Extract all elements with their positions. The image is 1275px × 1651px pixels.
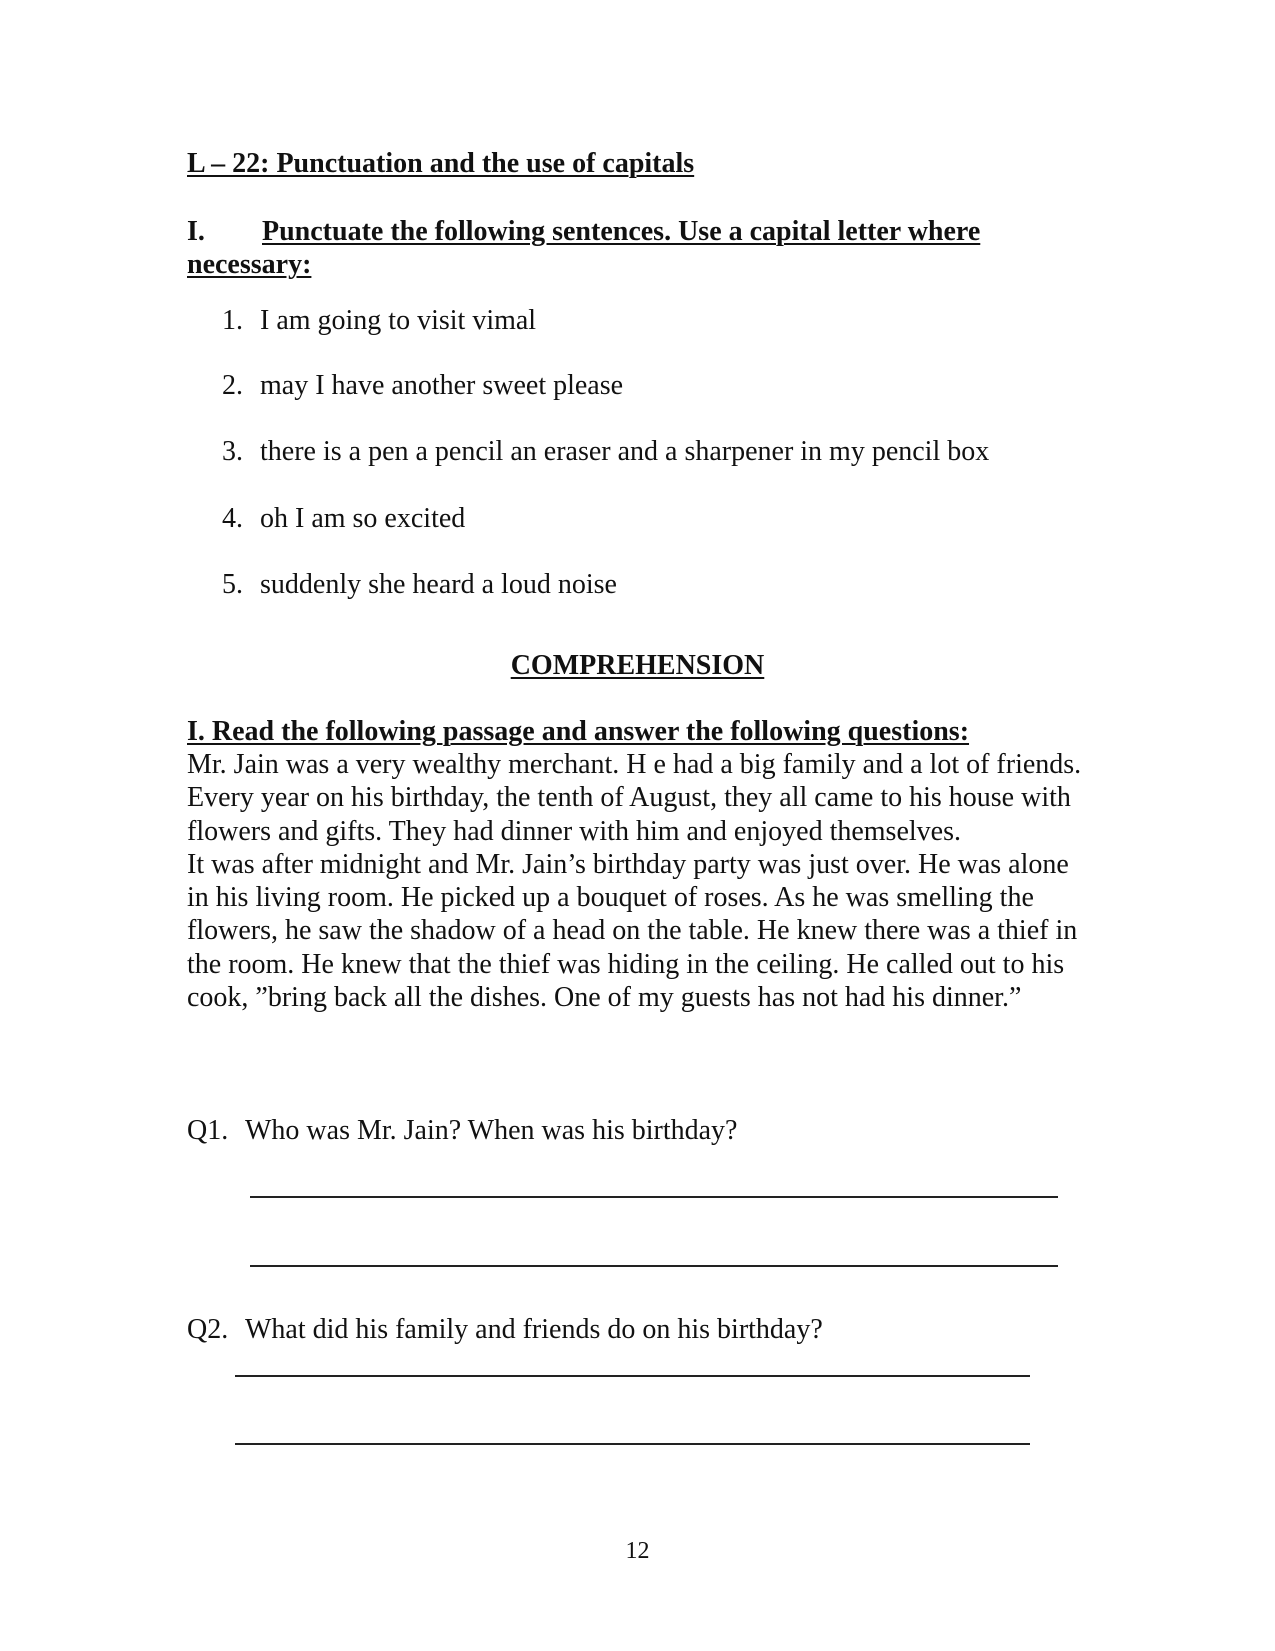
question-text: Who was Mr. Jain? When was his birthday? [245, 1115, 738, 1146]
question-2 [187, 1314, 823, 1346]
question-number: Q2. [187, 1314, 229, 1345]
item-text: I am going to visit vimal [260, 305, 537, 336]
list-item [222, 436, 989, 468]
question-1 [187, 1115, 738, 1147]
passage-paragraph-1: Mr. Jain was a very wealthy merchant. H e had a big family and a lot of friends. Every year on his birthday, the tenth of August, they all came to his house with flowers and gifts. They had dinner with him and enjoyed themselves. [187, 749, 1082, 847]
item-number: 2. [222, 370, 243, 401]
page-number: 12 [625, 1538, 650, 1564]
answer-line[interactable] [235, 1443, 1030, 1445]
item-number: 1. [222, 305, 243, 336]
item-text: there is a pen a pencil an eraser and a sharpener in my pencil box [260, 436, 990, 467]
comprehension-title-text: COMPREHENSION [510, 650, 765, 681]
section-instruction: Punctuate the following sentences. Use a capital letter where necessary: [187, 216, 981, 280]
answer-line[interactable] [250, 1265, 1058, 1267]
list-item [222, 370, 623, 402]
passage-paragraph-2: It was after midnight and Mr. Jain’s birthday party was just over. He was alone in his living room. He picked up a bouquet of roses. As he was smelling the flowers, he saw the shadow of a head on the table. He knew there was a thief in the room. He knew that the thief was hiding in the ceiling. He called out to his cook, ”bring back all the dishes. One of my guests has not had his dinner.” [187, 848, 1078, 1014]
passage-heading: I. Read the following passage and answer the following questions: [187, 716, 970, 747]
item-number: 3. [222, 436, 243, 467]
item-text: oh I am so excited [260, 503, 466, 534]
lesson-title: L – 22: Punctuation and the use of capitals [187, 148, 695, 179]
answer-line[interactable] [250, 1196, 1058, 1198]
question-number: Q1. [187, 1115, 229, 1146]
item-text: suddenly she heard a loud noise [260, 569, 617, 600]
item-number: 5. [222, 569, 243, 600]
section-number: I. [187, 216, 205, 247]
item-number: 4. [222, 503, 243, 534]
section-heading-punctuate [187, 215, 1067, 281]
list-item [222, 503, 465, 535]
answer-line[interactable] [235, 1375, 1030, 1377]
list-item [222, 305, 536, 337]
reading-passage [187, 748, 1087, 1014]
item-text: may I have another sweet please [260, 370, 624, 401]
comprehension-title [0, 650, 1275, 682]
question-text: What did his family and friends do on his birthday? [245, 1314, 823, 1345]
list-item [222, 569, 617, 601]
